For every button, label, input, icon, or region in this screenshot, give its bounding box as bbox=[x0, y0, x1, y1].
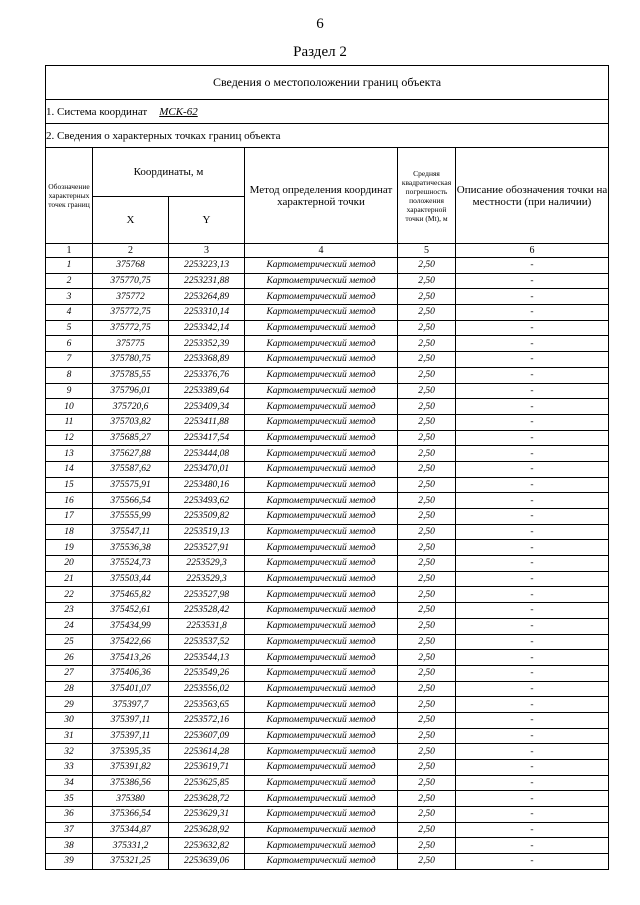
point-number-cell: 12 bbox=[46, 430, 93, 446]
description-cell: - bbox=[456, 587, 609, 603]
description-cell: - bbox=[456, 760, 609, 776]
x-cell: 375386,56 bbox=[93, 775, 169, 791]
description-cell: - bbox=[456, 414, 609, 430]
point-number-cell: 30 bbox=[46, 712, 93, 728]
method-cell: Картометрический метод bbox=[245, 336, 398, 352]
description-cell: - bbox=[456, 603, 609, 619]
method-cell: Картометрический метод bbox=[245, 571, 398, 587]
y-cell: 2253519,13 bbox=[169, 524, 245, 540]
y-cell: 2253556,02 bbox=[169, 681, 245, 697]
accuracy-cell: 2,50 bbox=[398, 634, 456, 650]
table-row bbox=[46, 289, 609, 305]
accuracy-header: Средняя квадратическая погрешность положения характерной точки (Mt), м bbox=[398, 148, 456, 244]
table-row bbox=[46, 524, 609, 540]
y-cell: 2253411,88 bbox=[169, 414, 245, 430]
method-cell: Картометрический метод bbox=[245, 650, 398, 666]
point-number-cell: 10 bbox=[46, 399, 93, 415]
description-cell: - bbox=[456, 305, 609, 321]
x-cell: 375703,82 bbox=[93, 414, 169, 430]
accuracy-cell: 2,50 bbox=[398, 336, 456, 352]
method-cell: Картометрический метод bbox=[245, 807, 398, 823]
y-cell: 2253572,16 bbox=[169, 712, 245, 728]
description-cell: - bbox=[456, 728, 609, 744]
accuracy-cell: 2,50 bbox=[398, 760, 456, 776]
description-header: Описание обозначения точки на местности (при наличии) bbox=[456, 148, 609, 244]
method-cell: Картометрический метод bbox=[245, 744, 398, 760]
point-number-cell: 22 bbox=[46, 587, 93, 603]
x-cell: 375331,2 bbox=[93, 838, 169, 854]
x-cell: 375685,27 bbox=[93, 430, 169, 446]
point-number-cell: 37 bbox=[46, 822, 93, 838]
point-number-cell: 20 bbox=[46, 556, 93, 572]
method-cell: Картометрический метод bbox=[245, 854, 398, 870]
method-cell: Картометрический метод bbox=[245, 367, 398, 383]
method-cell: Картометрический метод bbox=[245, 540, 398, 556]
y-cell: 2253376,76 bbox=[169, 367, 245, 383]
point-number-cell: 11 bbox=[46, 414, 93, 430]
method-cell: Картометрический метод bbox=[245, 289, 398, 305]
x-cell: 375397,11 bbox=[93, 728, 169, 744]
method-cell: Картометрический метод bbox=[245, 791, 398, 807]
description-cell: - bbox=[456, 634, 609, 650]
description-cell: - bbox=[456, 665, 609, 681]
description-cell: - bbox=[456, 367, 609, 383]
x-cell: 375406,36 bbox=[93, 665, 169, 681]
table-row bbox=[46, 556, 609, 572]
description-cell: - bbox=[456, 556, 609, 572]
accuracy-cell: 2,50 bbox=[398, 744, 456, 760]
point-number-cell: 23 bbox=[46, 603, 93, 619]
y-cell: 2253389,64 bbox=[169, 383, 245, 399]
y-cell: 2253528,42 bbox=[169, 603, 245, 619]
point-number-cell: 6 bbox=[46, 336, 93, 352]
method-cell: Картометрический метод bbox=[245, 509, 398, 525]
y-cell: 2253537,52 bbox=[169, 634, 245, 650]
description-cell: - bbox=[456, 791, 609, 807]
x-cell: 375452,61 bbox=[93, 603, 169, 619]
accuracy-cell: 2,50 bbox=[398, 367, 456, 383]
y-cell: 2253639,06 bbox=[169, 854, 245, 870]
description-cell: - bbox=[456, 540, 609, 556]
y-cell: 2253607,09 bbox=[169, 728, 245, 744]
table-row bbox=[46, 603, 609, 619]
description-cell: - bbox=[456, 289, 609, 305]
x-cell: 375547,11 bbox=[93, 524, 169, 540]
method-cell: Картометрический метод bbox=[245, 760, 398, 776]
table-row bbox=[46, 681, 609, 697]
point-number-cell: 3 bbox=[46, 289, 93, 305]
accuracy-cell: 2,50 bbox=[398, 509, 456, 525]
point-number-cell: 24 bbox=[46, 618, 93, 634]
x-cell: 375391,82 bbox=[93, 760, 169, 776]
table-row bbox=[46, 571, 609, 587]
description-cell: - bbox=[456, 399, 609, 415]
point-number-cell: 18 bbox=[46, 524, 93, 540]
table-row bbox=[46, 446, 609, 462]
description-cell: - bbox=[456, 524, 609, 540]
x-cell: 375413,26 bbox=[93, 650, 169, 666]
method-cell: Картометрический метод bbox=[245, 461, 398, 477]
y-cell: 2253480,16 bbox=[169, 477, 245, 493]
point-number-cell: 21 bbox=[46, 571, 93, 587]
table-row bbox=[46, 414, 609, 430]
y-cell: 2253352,39 bbox=[169, 336, 245, 352]
x-header: X bbox=[93, 197, 169, 244]
method-header: Метод определения координат характерной точки bbox=[245, 148, 398, 244]
method-cell: Картометрический метод bbox=[245, 493, 398, 509]
method-cell: Картометрический метод bbox=[245, 273, 398, 289]
description-cell: - bbox=[456, 352, 609, 368]
column-number: 3 bbox=[169, 244, 245, 258]
description-cell: - bbox=[456, 446, 609, 462]
description-cell: - bbox=[456, 509, 609, 525]
y-cell: 2253223,13 bbox=[169, 258, 245, 274]
table-row bbox=[46, 383, 609, 399]
accuracy-cell: 2,50 bbox=[398, 728, 456, 744]
y-cell: 2253619,71 bbox=[169, 760, 245, 776]
accuracy-cell: 2,50 bbox=[398, 352, 456, 368]
table-row bbox=[46, 618, 609, 634]
point-number-cell: 31 bbox=[46, 728, 93, 744]
accuracy-cell: 2,50 bbox=[398, 838, 456, 854]
accuracy-cell: 2,50 bbox=[398, 791, 456, 807]
method-cell: Картометрический метод bbox=[245, 305, 398, 321]
x-cell: 375397,7 bbox=[93, 697, 169, 713]
y-header: Y bbox=[169, 197, 245, 244]
description-cell: - bbox=[456, 618, 609, 634]
accuracy-cell: 2,50 bbox=[398, 430, 456, 446]
table-row bbox=[46, 728, 609, 744]
y-cell: 2253628,72 bbox=[169, 791, 245, 807]
table-row bbox=[46, 744, 609, 760]
y-cell: 2253264,89 bbox=[169, 289, 245, 305]
description-cell: - bbox=[456, 320, 609, 336]
table-row bbox=[46, 712, 609, 728]
point-number-cell: 35 bbox=[46, 791, 93, 807]
method-cell: Картометрический метод bbox=[245, 634, 398, 650]
accuracy-cell: 2,50 bbox=[398, 556, 456, 572]
x-cell: 375772,75 bbox=[93, 305, 169, 321]
y-cell: 2253632,82 bbox=[169, 838, 245, 854]
y-cell: 2253527,91 bbox=[169, 540, 245, 556]
description-cell: - bbox=[456, 493, 609, 509]
y-cell: 2253493,62 bbox=[169, 493, 245, 509]
method-cell: Картометрический метод bbox=[245, 399, 398, 415]
table-row bbox=[46, 791, 609, 807]
y-cell: 2253310,14 bbox=[169, 305, 245, 321]
x-cell: 375772 bbox=[93, 289, 169, 305]
accuracy-cell: 2,50 bbox=[398, 665, 456, 681]
x-cell: 375434,99 bbox=[93, 618, 169, 634]
page-number: 6 bbox=[316, 16, 324, 32]
x-cell: 375772,75 bbox=[93, 320, 169, 336]
point-number-cell: 29 bbox=[46, 697, 93, 713]
description-cell: - bbox=[456, 712, 609, 728]
point-number-cell: 16 bbox=[46, 493, 93, 509]
description-cell: - bbox=[456, 571, 609, 587]
table-row bbox=[46, 807, 609, 823]
description-cell: - bbox=[456, 854, 609, 870]
accuracy-cell: 2,50 bbox=[398, 477, 456, 493]
accuracy-cell: 2,50 bbox=[398, 712, 456, 728]
description-cell: - bbox=[456, 430, 609, 446]
x-cell: 375465,82 bbox=[93, 587, 169, 603]
point-number-cell: 13 bbox=[46, 446, 93, 462]
accuracy-cell: 2,50 bbox=[398, 618, 456, 634]
accuracy-cell: 2,50 bbox=[398, 320, 456, 336]
point-number-cell: 9 bbox=[46, 383, 93, 399]
description-cell: - bbox=[456, 807, 609, 823]
method-cell: Картометрический метод bbox=[245, 524, 398, 540]
table-row bbox=[46, 540, 609, 556]
accuracy-cell: 2,50 bbox=[398, 571, 456, 587]
x-cell: 375321,25 bbox=[93, 854, 169, 870]
description-cell: - bbox=[456, 650, 609, 666]
point-number-cell: 36 bbox=[46, 807, 93, 823]
point-number-cell: 25 bbox=[46, 634, 93, 650]
point-number-cell: 17 bbox=[46, 509, 93, 525]
y-cell: 2253409,34 bbox=[169, 399, 245, 415]
table-row bbox=[46, 665, 609, 681]
table-row bbox=[46, 273, 609, 289]
table-row bbox=[46, 461, 609, 477]
x-cell: 375366,54 bbox=[93, 807, 169, 823]
x-cell: 375422,66 bbox=[93, 634, 169, 650]
description-cell: - bbox=[456, 775, 609, 791]
column-number: 6 bbox=[456, 244, 609, 258]
table-row bbox=[46, 697, 609, 713]
point-number-cell: 33 bbox=[46, 760, 93, 776]
coordinates-header: Координаты, м bbox=[93, 148, 245, 197]
x-cell: 375344,87 bbox=[93, 822, 169, 838]
x-cell: 375395,35 bbox=[93, 744, 169, 760]
accuracy-cell: 2,50 bbox=[398, 775, 456, 791]
x-cell: 375770,75 bbox=[93, 273, 169, 289]
section-title: Раздел 2 bbox=[293, 44, 347, 60]
x-cell: 375380 bbox=[93, 791, 169, 807]
description-cell: - bbox=[456, 697, 609, 713]
description-cell: - bbox=[456, 461, 609, 477]
method-cell: Картометрический метод bbox=[245, 697, 398, 713]
method-cell: Картометрический метод bbox=[245, 477, 398, 493]
x-cell: 375775 bbox=[93, 336, 169, 352]
y-cell: 2253417,54 bbox=[169, 430, 245, 446]
table-row bbox=[46, 822, 609, 838]
accuracy-cell: 2,50 bbox=[398, 414, 456, 430]
accuracy-cell: 2,50 bbox=[398, 383, 456, 399]
method-cell: Картометрический метод bbox=[245, 728, 398, 744]
x-cell: 375575,91 bbox=[93, 477, 169, 493]
description-cell: - bbox=[456, 273, 609, 289]
y-cell: 2253529,3 bbox=[169, 571, 245, 587]
point-number-cell: 1 bbox=[46, 258, 93, 274]
accuracy-cell: 2,50 bbox=[398, 854, 456, 870]
table-title: Сведения о местоположении границ объекта bbox=[46, 66, 609, 100]
points-header: 2. Сведения о характерных точках границ объекта bbox=[46, 124, 609, 148]
method-cell: Картометрический метод bbox=[245, 587, 398, 603]
accuracy-cell: 2,50 bbox=[398, 461, 456, 477]
point-number-cell: 7 bbox=[46, 352, 93, 368]
point-number-cell: 39 bbox=[46, 854, 93, 870]
x-cell: 375796,01 bbox=[93, 383, 169, 399]
coord-system-value: МСК-62 bbox=[159, 105, 198, 118]
method-cell: Картометрический метод bbox=[245, 446, 398, 462]
description-cell: - bbox=[456, 477, 609, 493]
table-row bbox=[46, 854, 609, 870]
y-cell: 2253231,88 bbox=[169, 273, 245, 289]
method-cell: Картометрический метод bbox=[245, 775, 398, 791]
y-cell: 2253544,13 bbox=[169, 650, 245, 666]
x-cell: 375768 bbox=[93, 258, 169, 274]
description-cell: - bbox=[456, 744, 609, 760]
point-number-cell: 32 bbox=[46, 744, 93, 760]
accuracy-cell: 2,50 bbox=[398, 289, 456, 305]
table-row bbox=[46, 493, 609, 509]
accuracy-cell: 2,50 bbox=[398, 650, 456, 666]
accuracy-cell: 2,50 bbox=[398, 807, 456, 823]
accuracy-cell: 2,50 bbox=[398, 822, 456, 838]
x-cell: 375555,99 bbox=[93, 509, 169, 525]
y-cell: 2253368,89 bbox=[169, 352, 245, 368]
accuracy-cell: 2,50 bbox=[398, 603, 456, 619]
accuracy-cell: 2,50 bbox=[398, 258, 456, 274]
y-cell: 2253628,92 bbox=[169, 822, 245, 838]
accuracy-cell: 2,50 bbox=[398, 305, 456, 321]
table-row bbox=[46, 367, 609, 383]
accuracy-cell: 2,50 bbox=[398, 493, 456, 509]
method-cell: Картометрический метод bbox=[245, 838, 398, 854]
column-numbers-row bbox=[46, 244, 609, 258]
table-row bbox=[46, 305, 609, 321]
column-number: 2 bbox=[93, 244, 169, 258]
method-cell: Картометрический метод bbox=[245, 681, 398, 697]
table-row bbox=[46, 336, 609, 352]
column-number: 1 bbox=[46, 244, 93, 258]
table-row bbox=[46, 352, 609, 368]
y-cell: 2253509,82 bbox=[169, 509, 245, 525]
y-cell: 2253563,65 bbox=[169, 697, 245, 713]
method-cell: Картометрический метод bbox=[245, 618, 398, 634]
x-cell: 375401,07 bbox=[93, 681, 169, 697]
point-number-cell: 8 bbox=[46, 367, 93, 383]
column-number: 5 bbox=[398, 244, 456, 258]
y-cell: 2253342,14 bbox=[169, 320, 245, 336]
x-cell: 375780,75 bbox=[93, 352, 169, 368]
table-row bbox=[46, 477, 609, 493]
method-cell: Картометрический метод bbox=[245, 712, 398, 728]
accuracy-cell: 2,50 bbox=[398, 697, 456, 713]
table-row bbox=[46, 258, 609, 274]
method-cell: Картометрический метод bbox=[245, 352, 398, 368]
method-cell: Картометрический метод bbox=[245, 603, 398, 619]
table-row bbox=[46, 650, 609, 666]
y-cell: 2253549,26 bbox=[169, 665, 245, 681]
column-number: 4 bbox=[245, 244, 398, 258]
y-cell: 2253527,98 bbox=[169, 587, 245, 603]
description-cell: - bbox=[456, 336, 609, 352]
description-cell: - bbox=[456, 838, 609, 854]
method-cell: Картометрический метод bbox=[245, 665, 398, 681]
description-cell: - bbox=[456, 258, 609, 274]
coord-system-row bbox=[46, 100, 609, 124]
method-cell: Картометрический метод bbox=[245, 383, 398, 399]
x-cell: 375397,11 bbox=[93, 712, 169, 728]
accuracy-cell: 2,50 bbox=[398, 540, 456, 556]
table-row bbox=[46, 587, 609, 603]
table-row bbox=[46, 838, 609, 854]
table-row bbox=[46, 430, 609, 446]
accuracy-cell: 2,50 bbox=[398, 681, 456, 697]
method-cell: Картометрический метод bbox=[245, 822, 398, 838]
table-row bbox=[46, 320, 609, 336]
point-number-cell: 19 bbox=[46, 540, 93, 556]
point-number-cell: 4 bbox=[46, 305, 93, 321]
y-cell: 2253470,01 bbox=[169, 461, 245, 477]
table-row bbox=[46, 399, 609, 415]
point-number-cell: 38 bbox=[46, 838, 93, 854]
y-cell: 2253531,8 bbox=[169, 618, 245, 634]
table-row bbox=[46, 509, 609, 525]
description-cell: - bbox=[456, 383, 609, 399]
point-number-cell: 28 bbox=[46, 681, 93, 697]
method-cell: Картометрический метод bbox=[245, 556, 398, 572]
description-cell: - bbox=[456, 681, 609, 697]
y-cell: 2253444,08 bbox=[169, 446, 245, 462]
x-cell: 375503,44 bbox=[93, 571, 169, 587]
y-cell: 2253614,28 bbox=[169, 744, 245, 760]
method-cell: Картометрический метод bbox=[245, 430, 398, 446]
description-cell: - bbox=[456, 822, 609, 838]
table-row bbox=[46, 775, 609, 791]
point-number-cell: 14 bbox=[46, 461, 93, 477]
table-row bbox=[46, 634, 609, 650]
coord-system-label: 1. Система координат bbox=[46, 105, 148, 118]
x-cell: 375587,62 bbox=[93, 461, 169, 477]
accuracy-cell: 2,50 bbox=[398, 273, 456, 289]
point-number-cell: 15 bbox=[46, 477, 93, 493]
method-cell: Картометрический метод bbox=[245, 414, 398, 430]
y-cell: 2253629,31 bbox=[169, 807, 245, 823]
boundary-points-table bbox=[45, 65, 609, 870]
point-number-cell: 5 bbox=[46, 320, 93, 336]
point-number-cell: 26 bbox=[46, 650, 93, 666]
accuracy-cell: 2,50 bbox=[398, 399, 456, 415]
x-cell: 375785,55 bbox=[93, 367, 169, 383]
accuracy-cell: 2,50 bbox=[398, 524, 456, 540]
point-number-cell: 27 bbox=[46, 665, 93, 681]
accuracy-cell: 2,50 bbox=[398, 587, 456, 603]
point-number-cell: 34 bbox=[46, 775, 93, 791]
table-row bbox=[46, 760, 609, 776]
y-cell: 2253625,85 bbox=[169, 775, 245, 791]
x-cell: 375566,54 bbox=[93, 493, 169, 509]
x-cell: 375627,88 bbox=[93, 446, 169, 462]
accuracy-cell: 2,50 bbox=[398, 446, 456, 462]
designation-header: Обозначение характерных точек границ bbox=[46, 148, 93, 244]
x-cell: 375720,6 bbox=[93, 399, 169, 415]
method-cell: Картометрический метод bbox=[245, 320, 398, 336]
method-cell: Картометрический метод bbox=[245, 258, 398, 274]
y-cell: 2253529,3 bbox=[169, 556, 245, 572]
point-number-cell: 2 bbox=[46, 273, 93, 289]
x-cell: 375524,73 bbox=[93, 556, 169, 572]
x-cell: 375536,38 bbox=[93, 540, 169, 556]
